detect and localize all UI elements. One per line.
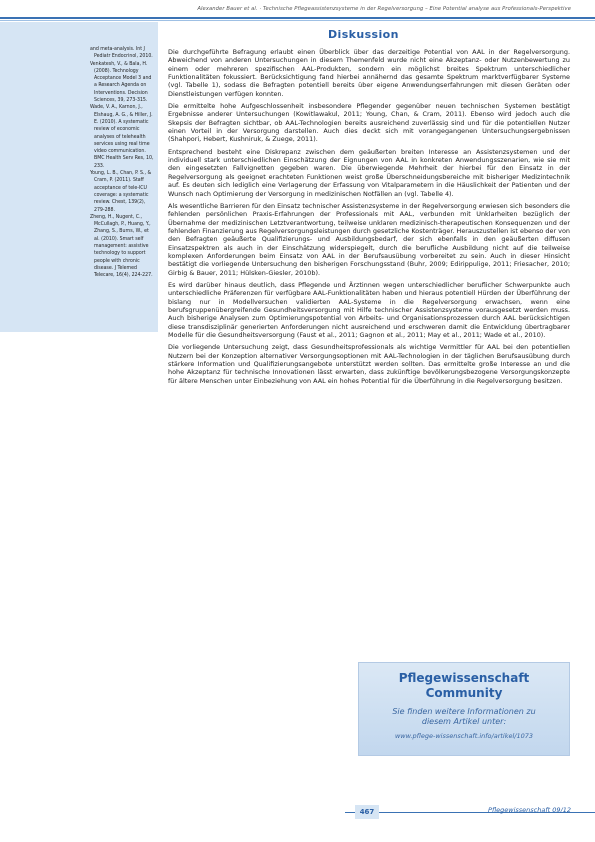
promo-title-line1: Pflegewissenschaft <box>398 671 530 685</box>
reference-item: and meta-analysis. Int J Pediatr Endocrinol, 2010. <box>90 46 153 60</box>
body-paragraph: Es wird darüber hinaus deutlich, dass Pflegende und Ärztinnen wegen unterschiedlicher beruflicher Schwerpunkte auch unterschiedliche Präferenzen für verfügbare AAL-Funktionalitäten haben und hieraus potentiell Hürden der Überführung der bislang nur in Modellversuchen validierten AAL-Systeme in die Regelversorgung erwachsen, wenn eine berufsgruppenübergreifende Gesundheitsversorgung mit Hilfe technischer Assistenzsysteme vorausgesetzt werden muss. Auch bisherige Analysen zum Optimierungspotential von Arbeits- und Organisationsprozessen durch AAL berücksichtigen diese transdisziplinär generierten Anforderungen nicht ausreichend und erschweren damit die Entwicklung übertragbarer Modelle für die Gesundheitsversorgung (Faust et al., 2011; Gagnon et al., 2011; May et al., 2011; Wade et al., 2010). <box>168 280 570 339</box>
community-promo-box <box>358 662 570 756</box>
promo-subtitle-line1: Sie finden weitere Informationen zu <box>392 707 536 716</box>
section-title: Diskussion <box>328 28 399 41</box>
promo-title <box>359 671 569 701</box>
reference-item: Wade, V. A., Karnon, J., Elshaug, A. G., & Hiller, J. E. (2010). A systematic review of economic analyses of telehealth services using real time video communication. BMC Health Serv Res, 10, 233. <box>90 104 154 169</box>
reference-list <box>90 46 154 280</box>
journal-issue: Pflegewissenschaft 09/12 <box>488 806 571 814</box>
reference-item: Zheng, H., Nugent, C., McCullagh, P., Huang, Y., Zhang, S., Burns, W., et al. (2010). Smart self management: assistive technology to support people with chronic disease. J Telemed Telecare, 16(4), 224-227. <box>90 213 153 279</box>
body-paragraph: Als wesentliche Barrieren für den Einsatz technischer Assistenzsysteme in der Regelversorgung erwiesen sich besonders die fehlenden persönlichen Praxis-Erfahrungen der Professionals mit AAL, verbunden mit Unklarheiten bezüglich der Übernahme der medizinischen Letztverantwortung, teilweise unklaren medizinisch-therapeutischen Konsequenzen und der fehlenden Finanzierung aus Regelversorgungsleistungen durch gesetzliche Kostenträger. Herauszustellen ist ebenso der von den Befragten geäußerte Qualifizierungs- und Ausbildungsbedarf, der sich ebenfalls in den geäußerten diffusen Einsatzspektren als auch in der Einschätzung widerspiegelt, durch die berufliche Ausbildung nicht auf die teilweise komplexen Anforderungen beim Einsatz von AAL in der Berufsausübung vorbereitet zu sein. Auch in dieser Hinsicht bestätigt die vorliegende Untersuchung den bisherigen Forschungsstand (Buhr, 2009; Edirippulige, 2011; Friesacher, 2010; Girbig & Bauer, 2011; Hülsken-Giesler, 2010b). <box>168 201 570 277</box>
header-rule <box>0 17 595 19</box>
reference-item: Venkatesh, V., & Bala, H. (2008). Technology Acceptance Model 3 and a Research Agenda on Interventions. Decision Sciences, 39, 273-315. <box>90 60 152 104</box>
promo-url-link[interactable]: www.pflege-wissenschaft.info/artikel/1073 <box>394 732 534 740</box>
body-paragraph: Die vorliegende Untersuchung zeigt, dass Gesundheitsprofessionals als wichtige Vermittler für AAL bei den potentiellen Nutzern bei der Konzeption alternativer Versorgungsoptionen mit AAL-Technologien in der täglichen Berufsausübung durch stärkere Information und Qualifizierungsangebote unterstützt werden sollten. Das ermittelte große Interesse an und die hohe Akzeptanz für technische Innovationen lässt erwarten, dass zukünftige bevölkerungsbezogene Versorgungskonzepte für ältere Menschen unter Einbeziehung von AAL ein hohes Potential für die Überführung in die Regelversorgung besitzen. <box>168 343 570 385</box>
reference-item: Young, L. B., Chan, P. S., & Cram, P. (2011). Staff acceptance of tele-ICU coverage: a systematic review. Chest, 139(2), 279-288. <box>90 170 152 213</box>
body-paragraph: Die ermittelte hohe Aufgeschlossenheit insbesondere Pflegender gegenüber neuen technischen Systemen bestätigt Ergebnisse anderer Untersuchungen (Kowitlawakul, 2011; Young, Chan, & Cram, 2011). Ebenso wird jedoch auch die Skepsis der Befragten sichtbar, ob AAL-Technologien bereits ausreichend zuverlässig sind und für die potentiellen Nutzer einen Vorteil in der Versorgung darstellen. Auch dies deckt sich mit vorangegangenen Untersuchungsergebnissen (Shahpori, Hebert, Kushniruk, & Zuege, 2011). <box>168 102 570 144</box>
running-header: Alexander Bauer et al. · Technische Pflegeassistenzsysteme in der Regelversorgung – Eine Potential analyse aus Professionals-Perspektive <box>197 6 571 12</box>
promo-subtitle-line2: diesem Artikel unter: <box>421 717 507 726</box>
header-rule-secondary <box>0 20 595 21</box>
page-number: 467 <box>355 805 379 819</box>
body-paragraph: Die durchgeführte Befragung erlaubt einen Überblick über das derzeitige Potential von AAL in der Regelversorgung. Abweichend von anderen Untersuchungen in diesem Themenfeld wurde nicht eine Akzeptanz- oder Nutzenbewertung zu einem oder mehreren spezifischen AAL-Produkten, sondern ein möglichst breites Spektrum unterschiedlicher Funktionalitäten fokussiert. Berücksichtigung fand hierbei annähernd das gesamte Spektrum marktverfügbarer Systeme (vgl. Tabelle 1), sodass die Befragten potentiell bereits über eigene Anwendungserfahrungen mit diesen Geräten oder Dienstleistungen verfügen konnten. <box>168 48 570 98</box>
promo-subtitle <box>359 707 569 727</box>
body-paragraph: Entsprechend besteht eine Diskrepanz zwischen dem geäußerten breiten Interesse an Assistenzsystemen und der individuell stark unterschiedlichen Einschätzung der Eignungen von AAL in konkreten Anwendungsszenarien, wie sie mit den eingesetzten Fallvignetten gegeben waren. Die überwiegende Mehrheit der hierbei für den Einsatz in der Regelversorgung als geeignet erachteten Funktionen weist große Überschneidungsbereiche mit bisheriger Medizintechnik auf. Es deuten sich lediglich eine Verlagerung der Erfassung von Vitalparametern in die Häuslichkeit der Patienten und der Wunsch nach Optimierung der Versorgung in medizinischen Notfällen an (vgl. Tabelle 4). <box>168 147 570 198</box>
promo-title-line2: Community <box>425 686 503 700</box>
discussion-body <box>168 48 570 389</box>
